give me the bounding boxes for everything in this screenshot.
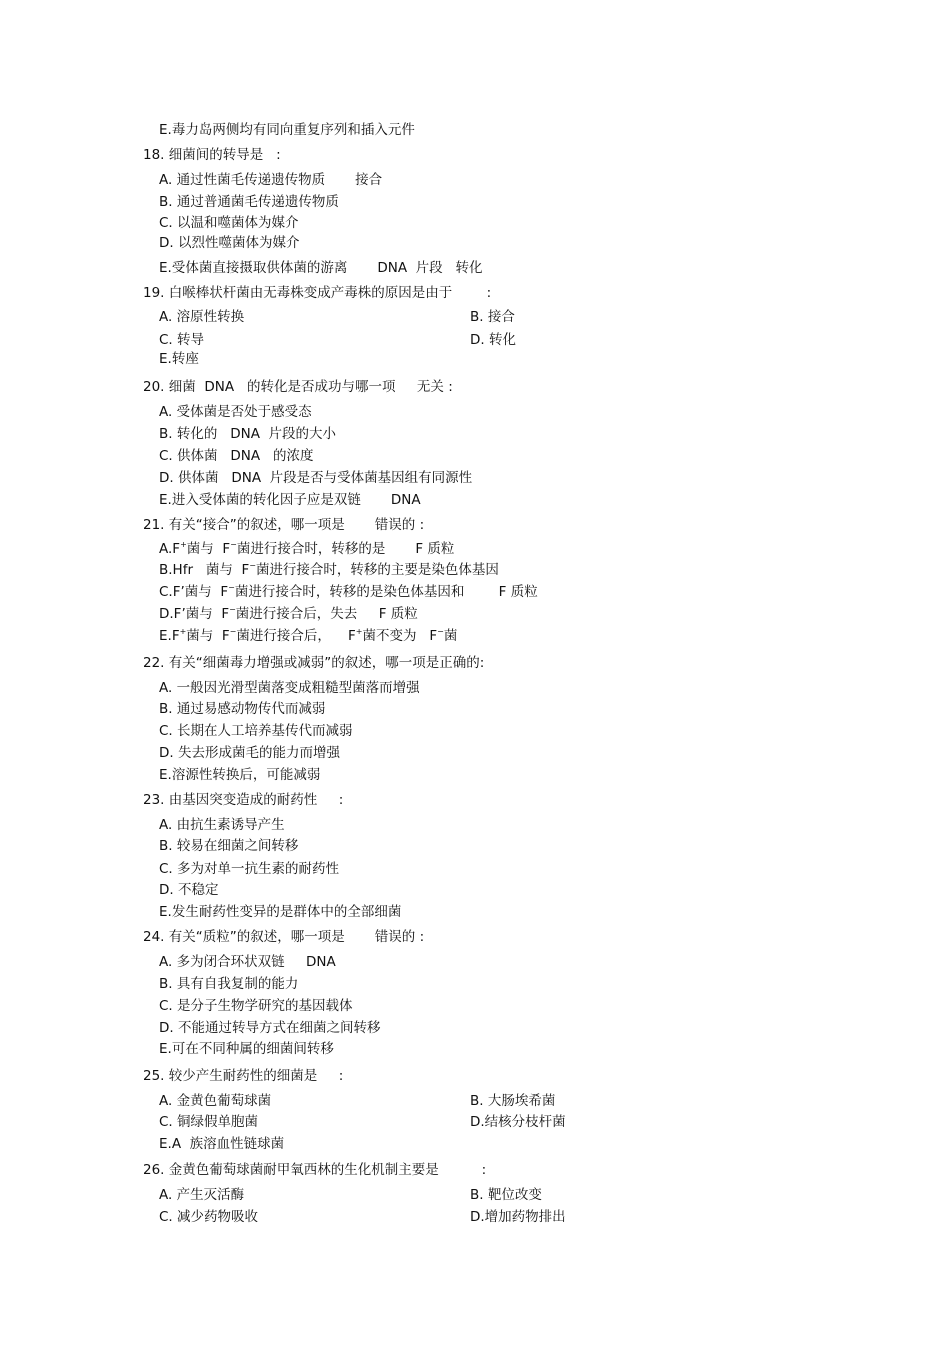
q18-option-e: E.受体菌直接摄取供体菌的游离 DNA 片段 转化 (159, 260, 483, 276)
q18-option-d: D. 以烈性噬菌体为媒介 (159, 235, 300, 251)
q21-option-a: A.F+菌与 F−菌进行接合时，转移的是 F 质粒 (159, 540, 455, 557)
q25-option-b: B. 大肠埃希菌 (470, 1093, 556, 1109)
q20-option-d: D. 供体菌 DNA 片段是否与受体菌基因组有同源性 (159, 470, 473, 486)
q25-option-c: C. 铜绿假单胞菌 (159, 1114, 259, 1130)
q21-option-c: C.F’菌与 F−菌进行接合时，转移的是染色体基因和 F 质粒 (159, 583, 538, 600)
q22-stem: 22. 有关“细菌毒力增强或减弱”的叙述，哪一项是正确的: (143, 655, 485, 671)
q17-option-e: E.毒力岛两侧均有同向重复序列和插入元件 (159, 122, 415, 138)
q20-stem: 20. 细菌 DNA 的转化是否成功与哪一项 无关 : (143, 379, 453, 395)
q23-option-e: E.发生耐药性变异的是群体中的全部细菌 (159, 904, 402, 920)
q19-option-a: A. 溶原性转换 (159, 309, 245, 325)
q26-option-a: A. 产生灭活酶 (159, 1187, 245, 1203)
q21-option-e: E.F+菌与 F−菌进行接合后， F+菌不变为 F−菌 (159, 627, 458, 644)
q18-option-b: B. 通过普通菌毛传递遗传物质 (159, 194, 339, 210)
q22-option-b: B. 通过易感动物传代而减弱 (159, 701, 326, 717)
q25-option-a: A. 金黄色葡萄球菌 (159, 1093, 272, 1109)
q22-option-d: D. 失去形成菌毛的能力而增强 (159, 745, 340, 761)
q19-stem: 19. 白喉棒状杆菌由无毒株变成产毒株的原因是由于 : (143, 285, 492, 301)
q19-option-e: E.转座 (159, 351, 199, 367)
q25-stem: 25. 较少产生耐药性的细菌是 : (143, 1068, 344, 1084)
q22-option-e: E.溶源性转换后，可能减弱 (159, 767, 321, 783)
q23-option-c: C. 多为对单一抗生素的耐药性 (159, 861, 340, 877)
q24-option-b: B. 具有自我复制的能力 (159, 976, 299, 992)
q19-option-b: B. 接合 (470, 309, 515, 325)
q22-option-a: A. 一般因光滑型菌落变成粗糙型菌落而增强 (159, 680, 420, 696)
q20-option-e: E.进入受体菌的转化因子应是双链 DNA (159, 492, 421, 508)
q22-option-c: C. 长期在人工培养基传代而减弱 (159, 723, 353, 739)
q24-option-e: E.可在不同种属的细菌间转移 (159, 1041, 334, 1057)
q20-option-c: C. 供体菌 DNA 的浓度 (159, 448, 314, 464)
q26-option-c: C. 减少药物吸收 (159, 1209, 259, 1225)
q20-option-b: B. 转化的 DNA 片段的大小 (159, 426, 337, 442)
q21-option-b: B.Hfr 菌与 F−菌进行接合时，转移的主要是染色体基因 (159, 561, 499, 578)
q23-stem: 23. 由基因突变造成的耐药性 : (143, 792, 344, 808)
q25-option-d: D.结核分枝杆菌 (470, 1114, 566, 1130)
q24-option-a: A. 多为闭合环状双链 DNA (159, 954, 336, 970)
q21-option-d: D.F’菌与 F−菌进行接合后，失去 F 质粒 (159, 605, 418, 622)
q19-option-c: C. 转导 (159, 332, 205, 348)
q18-stem: 18. 细菌间的转导是 : (143, 147, 281, 163)
q21-stem: 21. 有关“接合”的叙述，哪一项是 错误的 : (143, 517, 425, 533)
q24-option-d: D. 不能通过转导方式在细菌之间转移 (159, 1020, 381, 1036)
q23-option-d: D. 不稳定 (159, 882, 219, 898)
q25-option-e: E.A 族溶血性链球菌 (159, 1136, 285, 1152)
q20-option-a: A. 受体菌是否处于感受态 (159, 404, 312, 420)
q18-option-c: C. 以温和噬菌体为媒介 (159, 215, 299, 231)
q26-option-d: D.增加药物排出 (470, 1209, 566, 1225)
q18-option-a: A. 通过性菌毛传递遗传物质 接合 (159, 172, 383, 188)
q23-option-b: B. 较易在细菌之间转移 (159, 838, 299, 854)
q26-stem: 26. 金黄色葡萄球菌耐甲氧西林的生化机制主要是 : (143, 1162, 487, 1178)
q24-stem: 24. 有关“质粒”的叙述，哪一项是 错误的 : (143, 929, 425, 945)
q19-option-d: D. 转化 (470, 332, 516, 348)
q23-option-a: A. 由抗生素诱导产生 (159, 817, 285, 833)
q24-option-c: C. 是分子生物学研究的基因载体 (159, 998, 353, 1014)
q26-option-b: B. 靶位改变 (470, 1187, 542, 1203)
